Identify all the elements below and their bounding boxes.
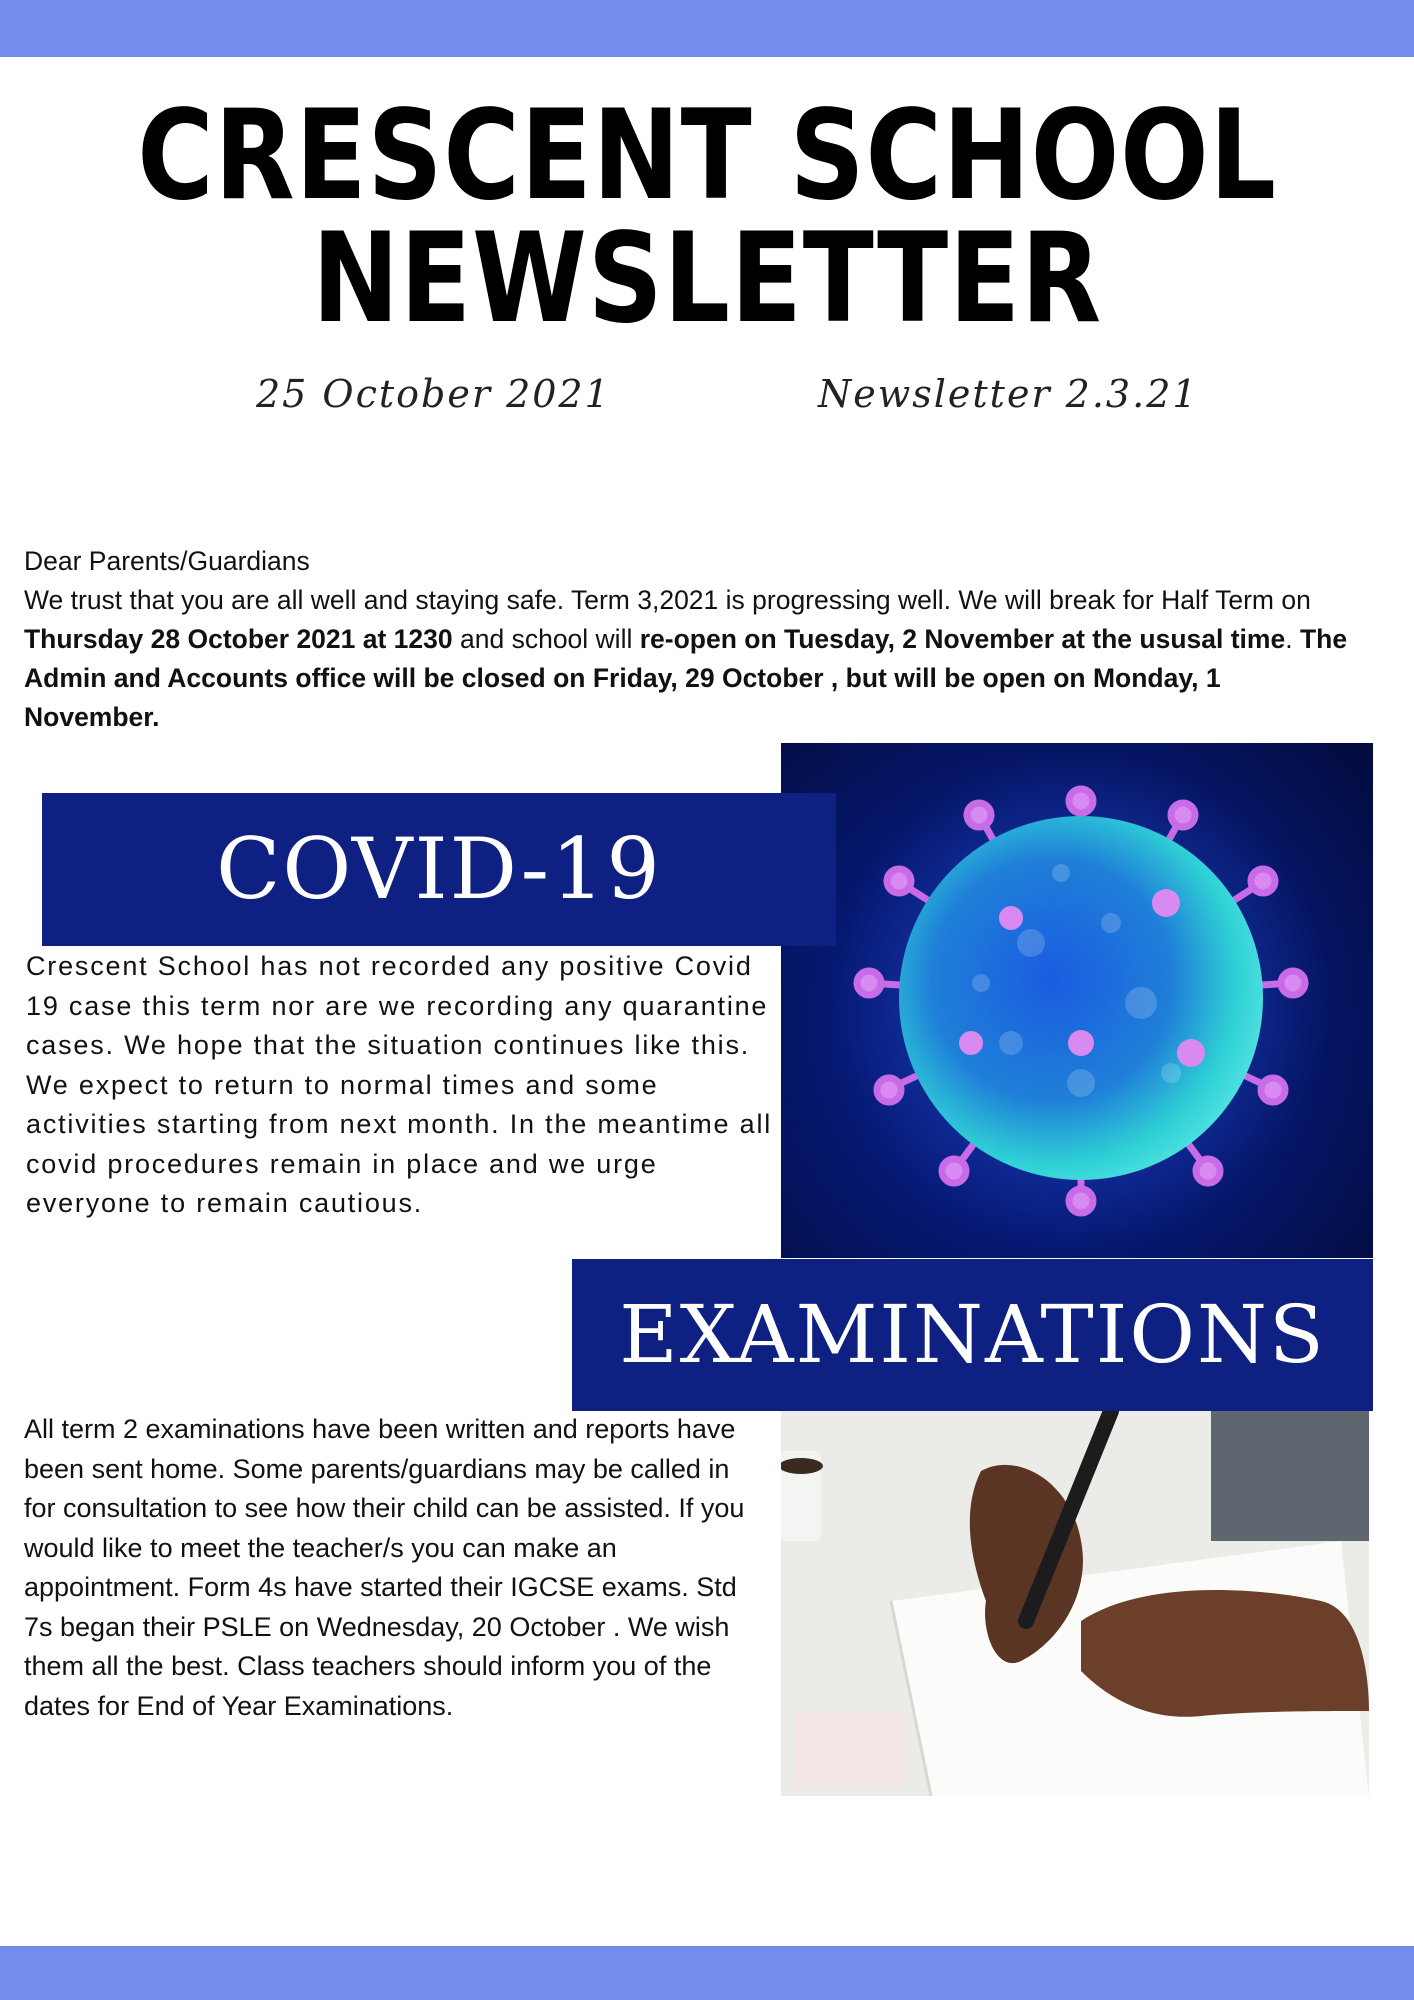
covid-heading: COVID-19: [42, 793, 836, 946]
reopen-date: re-open on Tuesday, 2 November at the ususal time: [639, 624, 1286, 654]
bottom-color-band: [0, 1946, 1414, 2000]
newsletter-date: 25 October 2021: [256, 372, 611, 416]
writing-hands-image: [781, 1411, 1369, 1796]
half-term-date: Thursday 28 October 2021 at 1230: [24, 624, 453, 654]
intro-letter: [24, 542, 1354, 737]
greeting: Dear Parents/Guardians: [24, 546, 310, 576]
coronavirus-image: [781, 743, 1373, 1258]
office-closure-notice: The Admin and Accounts office will be closed on Friday, 29 October , but will be open on Monday, 1 November.: [24, 624, 1348, 732]
title-line-2: NEWSLETTER: [311, 207, 1102, 351]
top-color-band: [0, 0, 1414, 57]
newsletter-title: [113, 84, 1301, 351]
examinations-paragraph: All term 2 examinations have been written and reports have been sent home. Some parents/guardians may be called in for consultation to see how their child can be assisted. If you would like to meet the teacher/s you can make an appointment. Form 4s have started their IGCSE exams. Std 7s began their PSLE on Wednesday, 20 October . We wish them all the best. Class teachers should inform you of the dates for End of Year Examinations.: [24, 1414, 745, 1721]
examinations-heading: EXAMINATIONS: [572, 1259, 1373, 1411]
newsletter-issue-number: Newsletter 2.3.21: [818, 372, 1199, 416]
intro-paragraph: We trust that you are all well and staying safe. Term 3,2021 is progressing well. We will break for Half Term on Thursday 28 October 2021 at 1230 and school will re-open on Tuesday, 2 November at the ususal time. The Admin and Accounts office will be closed on Friday, 29 October , but will be open on Monday, 1 November.: [24, 585, 1348, 732]
title-line-1: CRESCENT SCHOOL: [137, 84, 1277, 228]
covid-paragraph: Crescent School has not recorded any positive Covid 19 case this term nor are we recording any quarantine cases. We hope that the situation continues like this. We expect to return to normal times and some activities starting from next month. In the meantime all covid procedures remain in place and we urge everyone to remain cautious.: [26, 951, 773, 1218]
